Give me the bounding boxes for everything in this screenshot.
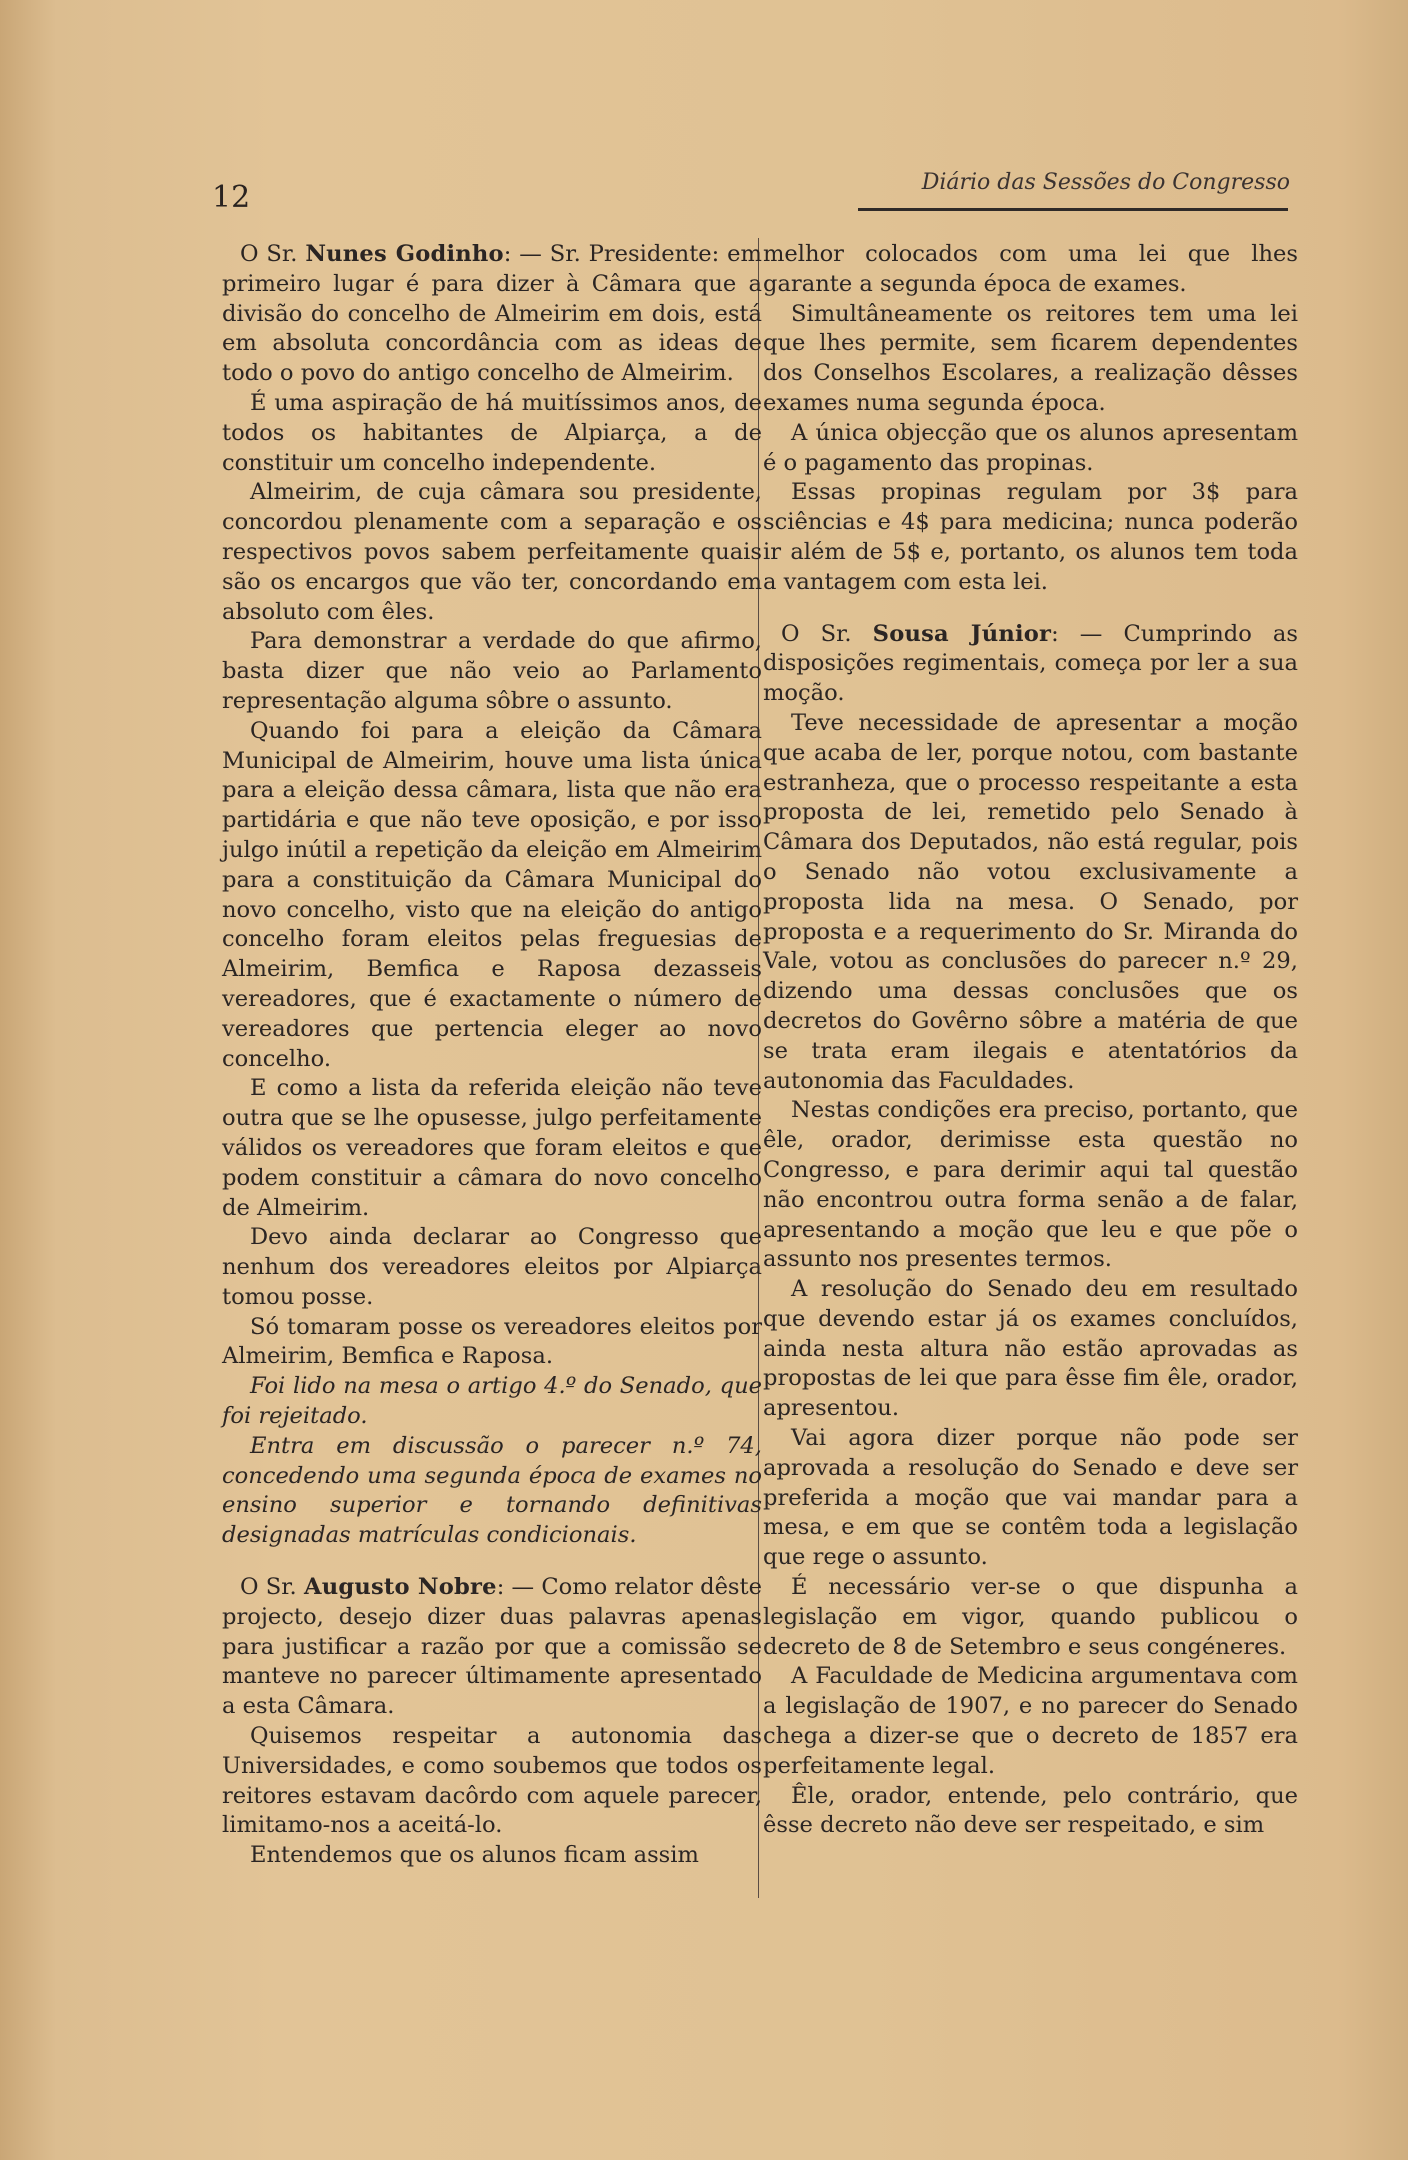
paragraph: Teve necessidade de apresentar a moção que acaba de ler, porque notou, com bastante estranheza, que o processo respeitante a esta proposta de lei, remetido pelo Senado à Câmara dos Deputados, não está regular, pois o Senado não votou exclusivamente a proposta lida na mesa. O Senado, por proposta e a requerimento do Sr. Miranda do Vale, votou as conclusões do parecer n.º 29, dizendo uma dessas conclusões que os decretos do Govêrno sôbre a matéria de que se trata eram ilegais e atentatórios da autonomia das Faculdades. (763, 709, 1298, 1094)
paragraph: Nestas condições era preciso, portanto, que êle, orador, derimisse esta questão no Congresso, e para derimir aqui tal questão não encontrou outra forma senão a de falar, apresentando a moção que leu e que põe o assunto nos presentes termos. (763, 1097, 1298, 1273)
speaker-prefix: O Sr. (240, 241, 306, 267)
speaker-name: Nunes Godinho (305, 241, 504, 267)
paragraph-continued: melhor colocados com uma lei que lhes garante a segunda época de exames. (763, 241, 1298, 297)
speech-nunes-godinho (222, 240, 762, 389)
speech-text: : — Sr. Presidente: em primeiro lugar é para dizer à Câmara que a divisão do concelho de Almeirim em dois, está em absoluta concordância com as ideas de todo o povo do antigo concelho de Almeirim. (222, 241, 762, 387)
speech-text: : — Como relator dêste projecto, desejo dizer duas palavras apenas para justificar a razão por que a comissão se manteve no parecer últimamente apresentado a esta Câmara. (222, 1574, 762, 1720)
paragraph: E como a lista da referida eleição não teve outra que se lhe opusesse, julgo perfeitamente válidos os vereadores que foram eleitos e que podem constituir a câmara do novo concelho de Almeirim. (222, 1075, 762, 1221)
proceedings-note: Entra em discussão o parecer n.º 74, concedendo uma segunda época de exames no ensino superior e tornando definitivas designadas matrículas condicionais. (222, 1432, 762, 1549)
paragraph: Vai agora dizer porque não pode ser aprovada a resolução do Senado e deve ser preferida a moção que vai mandar para a mesa, e em que se contêm toda a legislação que rege o assunto. (763, 1425, 1298, 1571)
paragraph: Almeirim, de cuja câmara sou presidente, concordou plenamente com a separação e os respectivos povos sabem perfeitamente quais são os encargos que vão ter, concordando em absoluto com êles. (222, 479, 762, 625)
speech-text: : — Cumprindo as disposições regimentais, começa por ler a sua moção. (763, 620, 1298, 707)
paragraph: A resolução do Senado deu em resultado que devendo estar já os exames concluídos, ainda nesta altura não estão aprovadas as propostas de lei que para êsse fim êle, orador, apresentou. (763, 1276, 1298, 1422)
speaker-prefix: O Sr. (240, 1574, 304, 1601)
left-column (222, 240, 762, 1871)
page-number: 12 (212, 180, 251, 215)
speech-sousa-junior (763, 620, 1298, 709)
running-title: Diário das Sessões do Congresso (921, 170, 1290, 195)
paragraph: A única objecção que os alunos apresentam é o pagamento das propinas. (763, 419, 1298, 476)
paragraph: Só tomaram posse os vereadores eleitos por Almeirim, Bemfica e Raposa. (222, 1313, 762, 1370)
paragraph: Simultâneamente os reitores tem uma lei que lhes permite, sem ficarem dependentes dos Conselhos Escolares, a realização dêsses exames numa segunda época. (763, 300, 1298, 416)
paragraph: Devo ainda declarar ao Congresso que nenhum dos vereadores eleitos por Alpiarça tomou posse. (222, 1224, 762, 1310)
paragraph: Para demonstrar a verdade do que afirmo, basta dizer que não veio ao Parlamento representação alguma sôbre o assunto. (222, 628, 762, 714)
paragraph: É necessário ver-se o que dispunha a legislação em vigor, quando publicou o decreto de 8 de Setembro e seus congéneres. (763, 1574, 1298, 1660)
paragraph: Entendemos que os alunos ficam assim (250, 1842, 699, 1869)
paragraph: Quando foi para a eleição da Câmara Municipal de Almeirim, houve uma lista única para a eleição dessa câmara, lista que não era partidária e que não teve oposição, e por isso julgo inútil a repetição da eleição em Almeirim para a constituição da Câmara Municipal do novo concelho, visto que na eleição do antigo concelho foram eleitos pelas freguesias de Almeirim, Bemfica e Raposa dezasseis vereadores, que é exactamente o número de vereadores que pertencia eleger ao novo concelho. (222, 717, 762, 1072)
paragraph: É uma aspiração de há muitíssimos anos, de todos os habitantes de Alpiarça, a de constituir um concelho independente. (222, 389, 762, 476)
speech-augusto-nobre (222, 1573, 762, 1722)
speaker-name: Sousa Júnior (872, 620, 1052, 647)
paragraph: Êle, orador, entende, pelo contrário, que êsse decreto não deve ser respeitado, e sim (763, 1782, 1298, 1839)
proceedings-note: Foi lido na mesa o artigo 4.º do Senado, que foi rejeitado. (222, 1373, 762, 1430)
speaker-prefix: O Sr. (781, 620, 873, 647)
speaker-name: Augusto Nobre (303, 1574, 497, 1601)
paragraph: A Faculdade de Medicina argumentava com a legislação de 1907, e no parecer do Senado chega a dizer-se que o decreto de 1857 era perfeitamente legal. (763, 1663, 1298, 1779)
right-column (763, 240, 1298, 1841)
header-rule (858, 208, 1288, 211)
paragraph: Quisemos respeitar a autonomia das Universidades, e como soubemos que todos os reitores estavam dacôrdo com aquele parecer, limitamo-nos a aceitá-lo. (222, 1723, 762, 1839)
paragraph: Essas propinas regulam por 3$ para sciências e 4$ para medicina; nunca poderão ir além de 5$ e, portanto, os alunos tem toda a vantagem com esta lei. (763, 479, 1298, 595)
